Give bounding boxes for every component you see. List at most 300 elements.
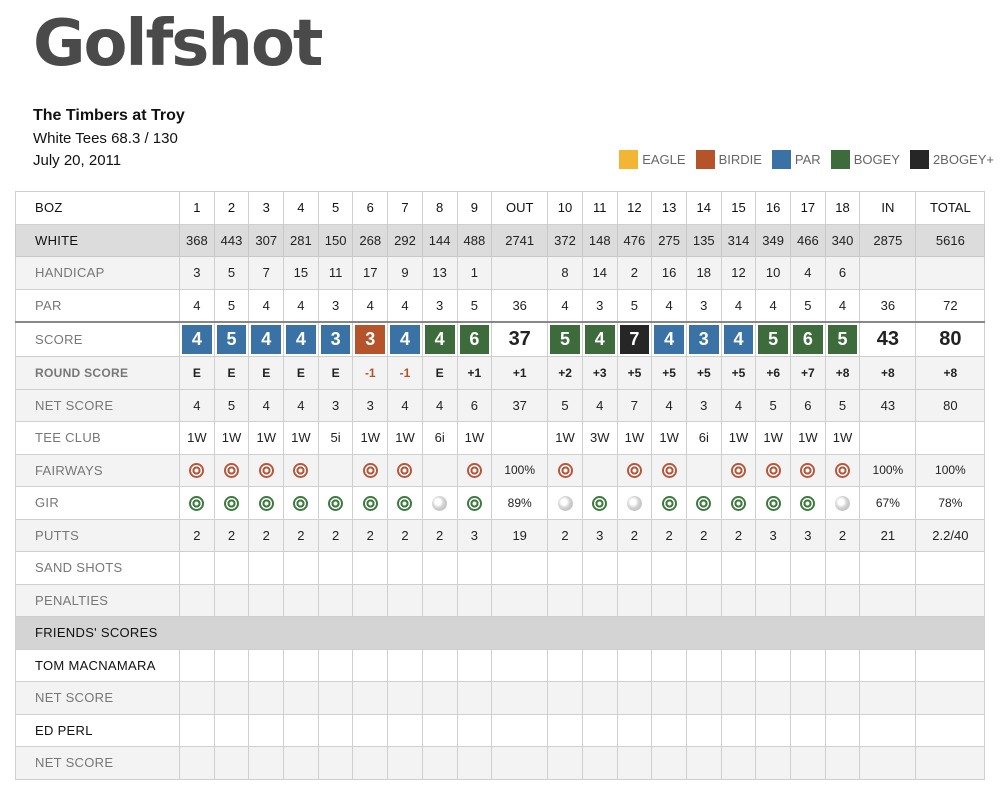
target-hit-icon: [363, 463, 378, 478]
penalties-cell: [318, 584, 353, 617]
sand-shots-cell: [617, 552, 652, 585]
friend-name-cell: [284, 649, 319, 682]
net-cell: 4: [388, 389, 423, 422]
white-cell: 349: [756, 224, 791, 257]
handicap-cell: 2: [617, 257, 652, 290]
target-hit-icon: [835, 463, 850, 478]
teeclub-cell: [916, 422, 985, 455]
score-chip-bogey: 5: [828, 325, 858, 354]
white-cell: 372: [548, 224, 583, 257]
friend-net-score-cell: [860, 682, 916, 715]
net-cell: 5: [825, 389, 860, 422]
fairways-cell: [249, 454, 284, 487]
friend-net-score-cell: [353, 682, 388, 715]
fairways-total: 100%: [916, 454, 985, 487]
friend-name-cell: [825, 714, 860, 747]
friend-name-cell: [791, 714, 826, 747]
par-cell: 36: [492, 289, 548, 322]
net-cell: 37: [492, 389, 548, 422]
par-cell: 4: [180, 289, 215, 322]
friend-name-cell: [756, 714, 791, 747]
sand-shots-cell: [548, 552, 583, 585]
friend-name-cell: [318, 649, 353, 682]
friend-name-cell: [652, 714, 687, 747]
putts-cell: 2: [721, 519, 756, 552]
sand-shots-cell: [652, 552, 687, 585]
round-score-cell: E: [318, 357, 353, 390]
target-hit-icon: [363, 496, 378, 511]
hole-header: 4: [284, 192, 319, 225]
net-cell: 3: [353, 389, 388, 422]
fairways-cell: [284, 454, 319, 487]
friend-name-cell: [860, 649, 916, 682]
hole-header: 1: [180, 192, 215, 225]
putts-cell: 2: [686, 519, 721, 552]
fairways-cell: [180, 454, 215, 487]
penalties-cell: [652, 584, 687, 617]
penalties-cell: [284, 584, 319, 617]
net-cell: 4: [721, 389, 756, 422]
gir-cell: [214, 487, 249, 520]
friend-net-score-cell: [388, 682, 423, 715]
target-miss-icon: [627, 496, 642, 511]
fairways-label: FAIRWAYS: [16, 454, 180, 487]
friend-net-score-cell: [916, 747, 985, 780]
target-miss-icon: [835, 496, 850, 511]
legend-label: 2BOGEY+: [932, 152, 994, 167]
gir-cell: [652, 487, 687, 520]
penalties-cell: [353, 584, 388, 617]
friend-net-score-cell: [249, 682, 284, 715]
gir-cell: [721, 487, 756, 520]
fairways-cell: [791, 454, 826, 487]
par-cell: 4: [249, 289, 284, 322]
friend-net-score-cell: [791, 747, 826, 780]
fairways-cell: [825, 454, 860, 487]
putts-cell: 3: [791, 519, 826, 552]
net-cell: 4: [582, 389, 617, 422]
score-chip-bogey: 4: [585, 325, 615, 354]
target-miss-icon: [558, 496, 573, 511]
friend-name-cell: [180, 714, 215, 747]
handicap-cell: [860, 257, 916, 290]
gir-cell: [249, 487, 284, 520]
sand-shots-cell: [860, 552, 916, 585]
friend-net-score-cell: [422, 747, 457, 780]
hole-header: 6: [353, 192, 388, 225]
friend-name-row: [16, 714, 985, 747]
net-cell: 4: [284, 389, 319, 422]
friend-name-cell: [284, 714, 319, 747]
score-cell: [825, 322, 860, 357]
gir-cell: [180, 487, 215, 520]
putts-cell: 2: [652, 519, 687, 552]
putts-cell: 2: [318, 519, 353, 552]
score-chip-par: 4: [654, 325, 684, 354]
hole-header: TOTAL: [916, 192, 985, 225]
gir-cell: [457, 487, 492, 520]
target-hit-icon: [731, 496, 746, 511]
target-hit-icon: [662, 496, 677, 511]
score-chip-par: 3: [321, 325, 351, 354]
fairways-cell: [548, 454, 583, 487]
par-cell: 3: [582, 289, 617, 322]
score-chip-par: 5: [217, 325, 247, 354]
hole-header: 3: [249, 192, 284, 225]
score-cell: [180, 322, 215, 357]
score-cell: [582, 322, 617, 357]
friend-net-score-label: NET SCORE: [16, 682, 180, 715]
score-cell: [791, 322, 826, 357]
handicap-row: [16, 257, 985, 290]
sand-shots-cell: [686, 552, 721, 585]
net-cell: 4: [249, 389, 284, 422]
fairways-out: 100%: [492, 454, 548, 487]
putts-cell: 2: [422, 519, 457, 552]
gir-cell: [318, 487, 353, 520]
score-cell: [721, 322, 756, 357]
penalties-cell: [686, 584, 721, 617]
friend-name-cell: [791, 649, 826, 682]
target-hit-icon: [662, 463, 677, 478]
net-cell: 3: [686, 389, 721, 422]
gir-cell: [422, 487, 457, 520]
score-chip-par: 4: [182, 325, 212, 354]
teeclub-cell: 1W: [652, 422, 687, 455]
putts-cell: 2: [214, 519, 249, 552]
net-cell: 3: [318, 389, 353, 422]
friend-name-cell: [617, 649, 652, 682]
handicap-cell: 8: [548, 257, 583, 290]
round-score-cell: E: [249, 357, 284, 390]
fairways-cell: [617, 454, 652, 487]
score-chip-par: 4: [286, 325, 316, 354]
friend-name-cell: [388, 649, 423, 682]
handicap-cell: 15: [284, 257, 319, 290]
hole-header: 14: [686, 192, 721, 225]
sand-shots-cell: [756, 552, 791, 585]
white-cell: 2875: [860, 224, 916, 257]
friend-net-score-cell: [284, 682, 319, 715]
score-cell: [756, 322, 791, 357]
score-cell: [388, 322, 423, 357]
handicap-cell: [492, 257, 548, 290]
round-score-label: ROUND SCORE: [16, 357, 180, 390]
teeclub-cell: 1W: [180, 422, 215, 455]
round-score-cell: +2: [548, 357, 583, 390]
round-score-cell: -1: [388, 357, 423, 390]
legend-item-par: [772, 150, 821, 169]
sand-shots-cell: [214, 552, 249, 585]
gir-cell: [548, 487, 583, 520]
friend-net-score-cell: [756, 682, 791, 715]
handicap-cell: 6: [825, 257, 860, 290]
putts-cell: 2: [284, 519, 319, 552]
friend-net-score-cell: [214, 747, 249, 780]
sand-shots-cell: [284, 552, 319, 585]
target-hit-icon: [189, 496, 204, 511]
sand-shots-cell: [388, 552, 423, 585]
putts-cell: 2: [617, 519, 652, 552]
par-cell: 4: [548, 289, 583, 322]
friend-net-score-cell: [457, 747, 492, 780]
legend-label: BIRDIE: [718, 152, 762, 167]
teeclub-cell: 1W: [791, 422, 826, 455]
par-cell: 36: [860, 289, 916, 322]
fairways-cell: [422, 454, 457, 487]
score-chip-birdie: 3: [355, 325, 385, 354]
score-cell: [422, 322, 457, 357]
teeclub-cell: 1W: [548, 422, 583, 455]
net-cell: 4: [180, 389, 215, 422]
friend-name-cell: [548, 649, 583, 682]
white-cell: 340: [825, 224, 860, 257]
friend-name-cell: [652, 649, 687, 682]
handicap-cell: 11: [318, 257, 353, 290]
score-cell: [652, 322, 687, 357]
putts-cell: 2: [353, 519, 388, 552]
friend-net-score-cell: [422, 682, 457, 715]
handicap-cell: [916, 257, 985, 290]
sand-shots-row: [16, 552, 985, 585]
fairways-row: [16, 454, 985, 487]
friend-name-cell: [916, 714, 985, 747]
course-name: The Timbers at Troy: [33, 107, 185, 124]
par-cell: 3: [422, 289, 457, 322]
gir-in: 67%: [860, 487, 916, 520]
handicap-cell: 5: [214, 257, 249, 290]
sand-shots-cell: [353, 552, 388, 585]
penalties-cell: [214, 584, 249, 617]
friend-net-score-cell: [686, 747, 721, 780]
penalties-row: [16, 584, 985, 617]
target-hit-icon: [800, 463, 815, 478]
hole-header: 13: [652, 192, 687, 225]
friend-name-cell: [617, 714, 652, 747]
target-hit-icon: [731, 463, 746, 478]
friend-net-score-cell: [652, 747, 687, 780]
friend-net-score-cell: [825, 747, 860, 780]
putts-cell: 2: [249, 519, 284, 552]
sand-shots-cell: [318, 552, 353, 585]
par-cell: 3: [318, 289, 353, 322]
hole-header: 18: [825, 192, 860, 225]
target-hit-icon: [696, 496, 711, 511]
putts-label: PUTTS: [16, 519, 180, 552]
teeclub-cell: 6i: [686, 422, 721, 455]
sand-shots-cell: [916, 552, 985, 585]
legend-item-eagle: [619, 150, 685, 169]
handicap-cell: 13: [422, 257, 457, 290]
penalties-cell: [388, 584, 423, 617]
score-chip-par: 3: [689, 325, 719, 354]
target-hit-icon: [328, 496, 343, 511]
par-cell: 4: [284, 289, 319, 322]
target-miss-icon: [432, 496, 447, 511]
teeclub-cell: 1W: [284, 422, 319, 455]
score-total: 43: [860, 322, 916, 357]
hole-header: 17: [791, 192, 826, 225]
white-cell: 314: [721, 224, 756, 257]
score-chip-bogey: 6: [460, 325, 490, 354]
sand-shots-cell: [582, 552, 617, 585]
putts-cell: 3: [756, 519, 791, 552]
friends-header: FRIENDS' SCORES: [16, 617, 985, 650]
round-date: July 20, 2011: [33, 152, 122, 169]
penalties-cell: [582, 584, 617, 617]
fairways-cell: [652, 454, 687, 487]
white-cell: 476: [617, 224, 652, 257]
friend-net-score-cell: [721, 747, 756, 780]
white-cell: 135: [686, 224, 721, 257]
friend-net-score-cell: [860, 747, 916, 780]
teeclub-cell: 3W: [582, 422, 617, 455]
penalties-cell: [249, 584, 284, 617]
legend-swatch: [619, 150, 638, 169]
white-cell: 268: [353, 224, 388, 257]
friend-net-score-cell: [388, 747, 423, 780]
target-hit-icon: [800, 496, 815, 511]
gir-label: GIR: [16, 487, 180, 520]
legend-label: BOGEY: [853, 152, 900, 167]
friend-net-score-cell: [457, 682, 492, 715]
friend-net-score-cell: [617, 682, 652, 715]
friend-net-score-cell: [652, 682, 687, 715]
friend-name-cell: [825, 649, 860, 682]
friend-net-score-cell: [548, 747, 583, 780]
teeclub-cell: 1W: [721, 422, 756, 455]
target-hit-icon: [397, 463, 412, 478]
handicap-cell: 18: [686, 257, 721, 290]
par-cell: 5: [457, 289, 492, 322]
target-hit-icon: [293, 496, 308, 511]
hole-header: 5: [318, 192, 353, 225]
hole-header: IN: [860, 192, 916, 225]
sand-shots-cell: [492, 552, 548, 585]
friend-name-row: [16, 649, 985, 682]
putts-cell: 2: [388, 519, 423, 552]
score-cell: [686, 322, 721, 357]
gir-cell: [791, 487, 826, 520]
friend-net-score-cell: [686, 682, 721, 715]
target-hit-icon: [467, 496, 482, 511]
friend-name-cell: [916, 649, 985, 682]
net-label: NET SCORE: [16, 389, 180, 422]
target-hit-icon: [558, 463, 573, 478]
hole-number-row: [16, 192, 985, 225]
fairways-cell: [388, 454, 423, 487]
penalties-cell: [492, 584, 548, 617]
penalties-cell: [617, 584, 652, 617]
score-cell: [214, 322, 249, 357]
round-score-cell: +6: [756, 357, 791, 390]
penalties-cell: [548, 584, 583, 617]
par-cell: 4: [353, 289, 388, 322]
teeclub-cell: 1W: [617, 422, 652, 455]
par-cell: 72: [916, 289, 985, 322]
net-cell: 4: [422, 389, 457, 422]
fairways-cell: [686, 454, 721, 487]
par-cell: 3: [686, 289, 721, 322]
friend-net-score-cell: [721, 682, 756, 715]
friend-name-cell: [548, 714, 583, 747]
teeclub-label: TEE CLUB: [16, 422, 180, 455]
teeclub-cell: 6i: [422, 422, 457, 455]
friend-net-score-cell: [284, 747, 319, 780]
white-cell: 466: [791, 224, 826, 257]
gir-cell: [388, 487, 423, 520]
white-cell: 307: [249, 224, 284, 257]
handicap-cell: 10: [756, 257, 791, 290]
fairways-cell: [721, 454, 756, 487]
hole-header: 8: [422, 192, 457, 225]
white-cell: 281: [284, 224, 319, 257]
round-score-cell: +7: [791, 357, 826, 390]
par-cell: 5: [214, 289, 249, 322]
round-score-cell: +8: [860, 357, 916, 390]
putts-cell: 2.2/40: [916, 519, 985, 552]
target-hit-icon: [766, 496, 781, 511]
round-score-cell: E: [214, 357, 249, 390]
gir-cell: [284, 487, 319, 520]
legend-swatch: [772, 150, 791, 169]
teeclub-cell: 1W: [756, 422, 791, 455]
gir-cell: [353, 487, 388, 520]
putts-cell: 3: [582, 519, 617, 552]
target-hit-icon: [397, 496, 412, 511]
white-row: [16, 224, 985, 257]
legend-swatch: [696, 150, 715, 169]
friend-name-cell: [721, 714, 756, 747]
friend-name-cell: [582, 714, 617, 747]
player-name: BOZ: [16, 192, 180, 225]
round-score-cell: +1: [492, 357, 548, 390]
penalties-cell: [860, 584, 916, 617]
friend-net-score-row: [16, 747, 985, 780]
white-cell: 2741: [492, 224, 548, 257]
course-tees: White Tees 68.3 / 130: [33, 130, 178, 147]
teeclub-row: [16, 422, 985, 455]
round-score-cell: E: [180, 357, 215, 390]
fairways-cell: [353, 454, 388, 487]
score-chip-par: 4: [724, 325, 754, 354]
putts-cell: 21: [860, 519, 916, 552]
friend-name-cell: [214, 649, 249, 682]
round-score-cell: +5: [652, 357, 687, 390]
par-cell: 4: [652, 289, 687, 322]
score-total: 37: [492, 322, 548, 357]
score-chip-bogey: 5: [758, 325, 788, 354]
friend-net-score-cell: [756, 747, 791, 780]
target-hit-icon: [467, 463, 482, 478]
score-cell: [284, 322, 319, 357]
par-cell: 4: [721, 289, 756, 322]
target-hit-icon: [224, 463, 239, 478]
friends-header-row: [16, 617, 985, 650]
golfshot-logo: [33, 8, 322, 80]
putts-cell: 19: [492, 519, 548, 552]
score-legend: [619, 150, 994, 169]
round-score-row: [16, 357, 985, 390]
hole-header: 11: [582, 192, 617, 225]
fairways-cell: [756, 454, 791, 487]
round-score-cell: +5: [617, 357, 652, 390]
white-cell: 5616: [916, 224, 985, 257]
par-cell: 4: [388, 289, 423, 322]
putts-cell: 3: [457, 519, 492, 552]
handicap-cell: 9: [388, 257, 423, 290]
white-cell: 150: [318, 224, 353, 257]
